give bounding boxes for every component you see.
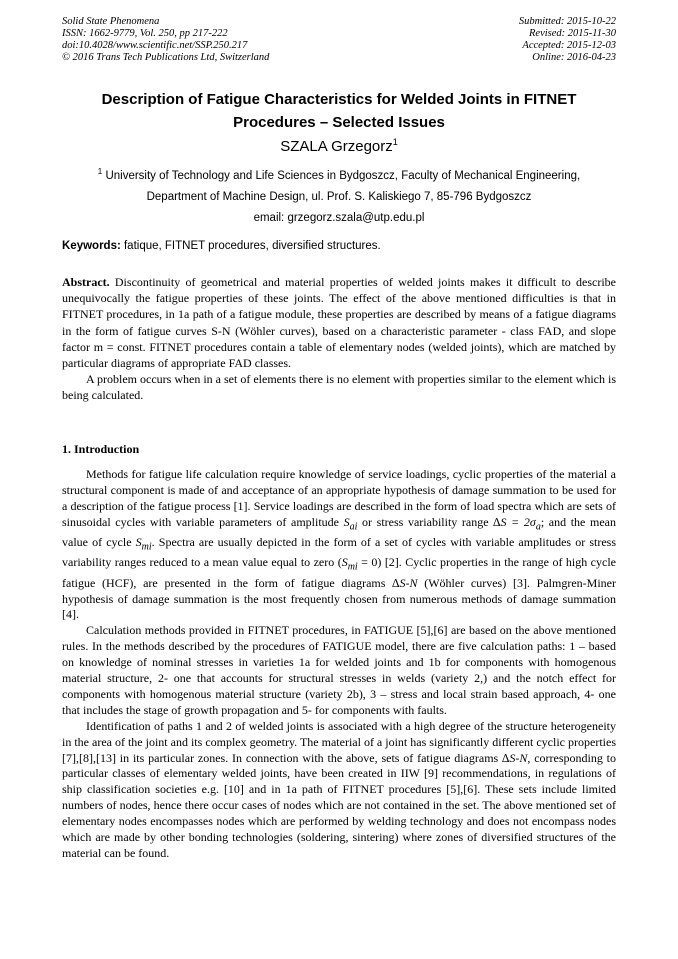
author-email[interactable]: email: grzegorz.szala@utp.edu.pl <box>253 211 425 224</box>
keywords <box>62 240 616 252</box>
intro-text: = 0) [2]. Cyclic properties in the range of high cycle fatigue (HCF), are presented in the form of fatigue diagrams ∆ <box>62 555 616 590</box>
abstract-paragraph-1 <box>62 274 616 371</box>
symbol-sub: mi <box>347 561 358 573</box>
intro-paragraph-1 <box>62 467 616 623</box>
abstract <box>62 274 616 404</box>
symbol-sub: mi <box>141 541 152 553</box>
intro-text: Identification of paths 1 and 2 of welded joints is associated with a high degree of the structure heterogeneity in the area of the joint and its complex geometry. The material of a joint has significantly different cyclic properties [7],[8],[13] in its particular zones. In connection with the above, sets of fatigue diagrams <box>62 718 616 765</box>
symbol: S <box>135 535 142 550</box>
author-sup: 1 <box>392 137 398 147</box>
journal-doi[interactable]: doi:10.4028/www.scientific.net/SSP.250.217 <box>62 40 248 51</box>
symbol: S-N <box>399 575 418 590</box>
affiliation-line-2: Department of Machine Design, ul. Prof. S. Kaliskiego 7, 85-796 Bydgoszcz <box>146 190 532 203</box>
intro-paragraph-2: Calculation methods provided in FITNET procedures, in FATIGUE [5],[6] are based on the above mentioned rules. In the methods described by the procedures of FATIGUE model, there are five calculation paths: 1 – based on knowledge of nominal stresses in varieties 1a for welded joints and 1b for components with homogenous material structure, 2- one that accounts for structural stresses in welds (variety 2,) and the notch effect for components with homogenous material structure (variety 2b), 3 – stress and local strain based approach, 4- one that includes the stage of growth propagation and 5- for components with faults. <box>62 623 616 717</box>
journal-issn: ISSN: 1662-9779, Vol. 250, pp 217-222 <box>62 28 228 39</box>
abstract-text-1: Discontinuity of geometrical and material properties of welded joints makes it difficult to describe unequivocally the fatigue properties of these joints. The effect of the above mentioned difficulties is that in FITNET procedures, in 1a path of a fatigue module, these properties are described by means of a fatigue diagrams in the form of fatigue curves S-N (Wöhler curves), based on a characteristic parameter - class FAD, and slope factor m = const. FITNET procedures contain a table of elementary nodes (welded joints), which are matched by particular diagrams of appropriate FAD classes. <box>62 275 616 371</box>
symbol: S <box>341 555 348 570</box>
date-submitted: Submitted: 2015-10-22 <box>518 16 616 27</box>
intro-text: . Spectra are usually depicted in the form of a set of cycles with variable amplitudes or stress variability ranges reduced to a mean value equal to zero ( <box>62 535 616 570</box>
title-line-1: Description of Fatigue Characteristics for Welded Joints in FITNET <box>101 91 577 108</box>
journal-name: Solid State Phenomena <box>62 16 160 27</box>
symbol: ∆S-N, <box>502 750 531 765</box>
intro-paragraph-3 <box>62 719 616 862</box>
keywords-label: Keywords: <box>62 240 121 252</box>
author-name: SZALA Grzegorz <box>280 138 393 155</box>
date-online: Online: 2016-04-23 <box>532 52 616 63</box>
symbol: S <box>343 514 350 529</box>
intro-text: ; and the mean value of cycle <box>62 514 616 550</box>
affiliation-sup: 1 <box>97 167 103 176</box>
author <box>62 137 616 155</box>
date-accepted: Accepted: 2015-12-03 <box>522 40 616 51</box>
introduction-body <box>62 467 616 862</box>
affiliation <box>62 161 616 229</box>
date-revised: Revised: 2015-11-30 <box>529 28 616 39</box>
affiliation-text-1: University of Technology and Life Sciences in Bydgoszcz, Faculty of Mechanical Engineering, <box>102 169 581 182</box>
intro-text: Methods for fatigue life calculation require knowledge of service loadings, cyclic properties of the material a structural component is made of and acceptance of an appropriate hypothesis of damage summation to be used for a description of the fatigue process [1]. Service loadings are described in the form of load spectra which are sets of sinusoidal cycles with variable parameters of amplitude <box>62 467 616 529</box>
intro-text: (Wöhler curves) [3]. Palmgren-Miner hypothesis of damage summation is the most frequently chosen from numerous methods of damage summation [4]. <box>62 575 616 622</box>
submission-dates <box>519 16 616 64</box>
title-line-2: Procedures – Selected Issues <box>233 114 445 131</box>
abstract-label: Abstract. <box>62 275 110 289</box>
intro-text: corresponding to particular classes of elementary welded joints, have been created in IIW [9] recommendations, in regulations of ship classification societies e.g. [10] and in 1a path of FITNET procedures [5],[6]. These sets include limited numbers of nodes, hence there occur cases of nodes which are not contained in the set. The above mentioned set of elementary nodes encompasses nodes which are performed by welding technology and does not encompass nodes which are made by other bonding technologies (soldering, sintering) where zones of diversified structures of the material can be found. <box>62 750 616 861</box>
affiliation-line-1 <box>62 161 616 187</box>
intro-text: or stress variability range ∆ <box>357 514 501 529</box>
journal-copyright: © 2016 Trans Tech Publications Ltd, Switzerland <box>62 52 270 63</box>
abstract-paragraph-2: A problem occurs when in a set of elements there is no element with properties similar to the element which is being calculated. <box>62 372 616 403</box>
symbol-sub: ai <box>349 521 358 533</box>
symbol-sub: a <box>535 521 541 533</box>
section-heading: 1. Introduction <box>62 442 140 456</box>
symbol: S = 2σ <box>500 514 536 529</box>
journal-info <box>62 16 269 64</box>
paper-title <box>62 88 616 134</box>
keywords-text: fatique, FITNET procedures, diversified structures. <box>120 240 381 252</box>
